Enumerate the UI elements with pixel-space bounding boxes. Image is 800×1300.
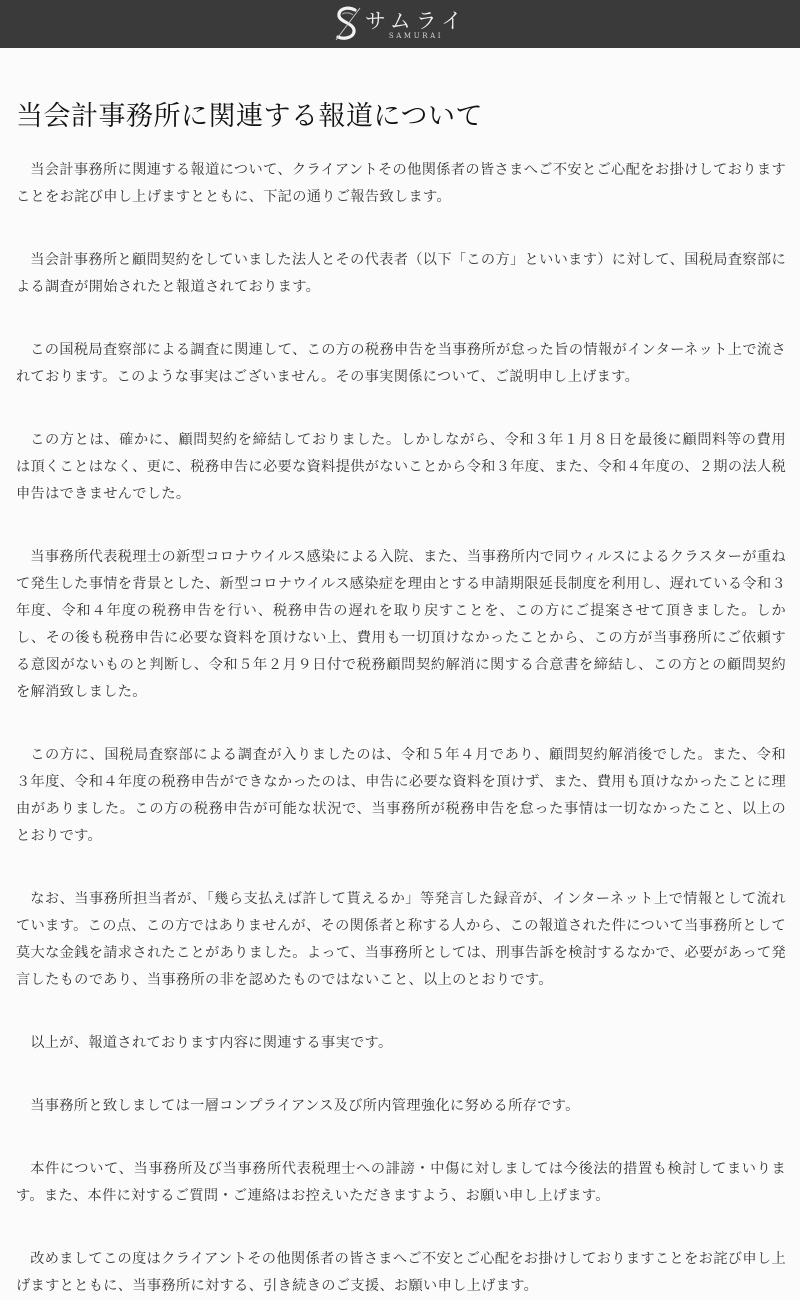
article-paragraph: 改めましてこの度はクライアントその他関係者の皆さまへご不安とご心配をお掛けしておりますことをお詫び申し上げますとともに、当事務所に対する、引き続きのご支援、お願い申し上げます。 — [16, 1251, 786, 1294]
logo-text-english: SAMURAI — [388, 31, 444, 40]
article-paragraph: 以上が、報道されております内容に関連する事実です。 — [30, 1035, 393, 1051]
article-main — [0, 48, 800, 1300]
article-paragraph: 当事務所と致しましては一層コンプライアンス及び所内管理強化に努める所存です。 — [30, 1098, 580, 1114]
article-paragraph: なお、当事務所担当者が、「幾ら支払えば許して貰えるか」等発言した録音が、インターネット上で情報として流れています。この点、この方ではありませんが、その関係者と称する人から、この報道された件について当事務所として莫大な金銭を請求されたことがありました。よって、当事務所としては、刑事告訴を検討するなかで、必要があって発言したものであり、当事務所の非を認めたものではないこと、以上のとおりです。 — [16, 891, 786, 988]
article-paragraph: 当事務所代表税理士の新型コロナウイルス感染による入院、また、当事務所内で同ウィルスによるクラスターが重ねて発生した事情を背景とした、新型コロナウイルス感染症を理由とする申請期限延長制度を利用し、遅れている令和３年度、令和４年度の税務申告を行い、税務申告の遅れを取り戻すことを、この方にご提案させて頂きました。しかし、その後も税務申告に必要な資料を頂けない上、費用も一切頂けなかったことから、この方が当事務所にご依頼する意図がないものと判断し、令和５年２月９日付で税務顧問契約解消に関する合意書を締結し、この方との顧問契約を解消致しました。 — [16, 549, 786, 700]
page-title: 当会計事務所に関連する報道について — [16, 101, 483, 132]
article-paragraph: この方に、国税局査察部による調査が入りましたのは、令和５年４月であり、顧問契約解消後でした。また、令和３年度、令和４年度の税務申告ができなかったのは、申告に必要な資料を頂けず、また、費用も頂けなかったことに理由がありました。この方の税務申告が可能な状況で、当事務所が税務申告を怠った事情は一切なかったこと、以上のとおりです。 — [16, 747, 786, 844]
article-paragraph: この方とは、確かに、顧問契約を締結しておりました。しかしながら、令和３年１月８日を最後に顧問料等の費用は頂くことはなく、更に、税務申告に必要な資料提供がないことから令和３年度、また、令和４年度の、２期の法人税申告はできませんでした。 — [16, 432, 786, 502]
article-paragraph: 当会計事務所に関連する報道について、クライアントその他関係者の皆さまへご不安とご心配をお掛けしておりますことをお詫び申し上げますとともに、下記の通りご報告致します。 — [16, 162, 786, 205]
article-paragraph: 当会計事務所と顧問契約をしていました法人とその代表者（以下「この方」といいます）に対して、国税局査察部による調査が開始されたと報道されております。 — [16, 252, 786, 295]
article-paragraph: この国税局査察部による調査に関連して、この方の税務申告を当事務所が怠った旨の情報がインターネット上で流されております。このような事実はございません。その事実関係について、ご説明申し上げます。 — [16, 342, 786, 385]
article-paragraph: 本件について、当事務所及び当事務所代表税理士への誹謗・中傷に対しましては今後法的措置も検討してまいります。また、本件に対するご質問・ご連絡はお控えいただきますよう、お願い申し上げます。 — [16, 1161, 786, 1204]
logo-text-japanese: サムライ — [364, 8, 468, 33]
